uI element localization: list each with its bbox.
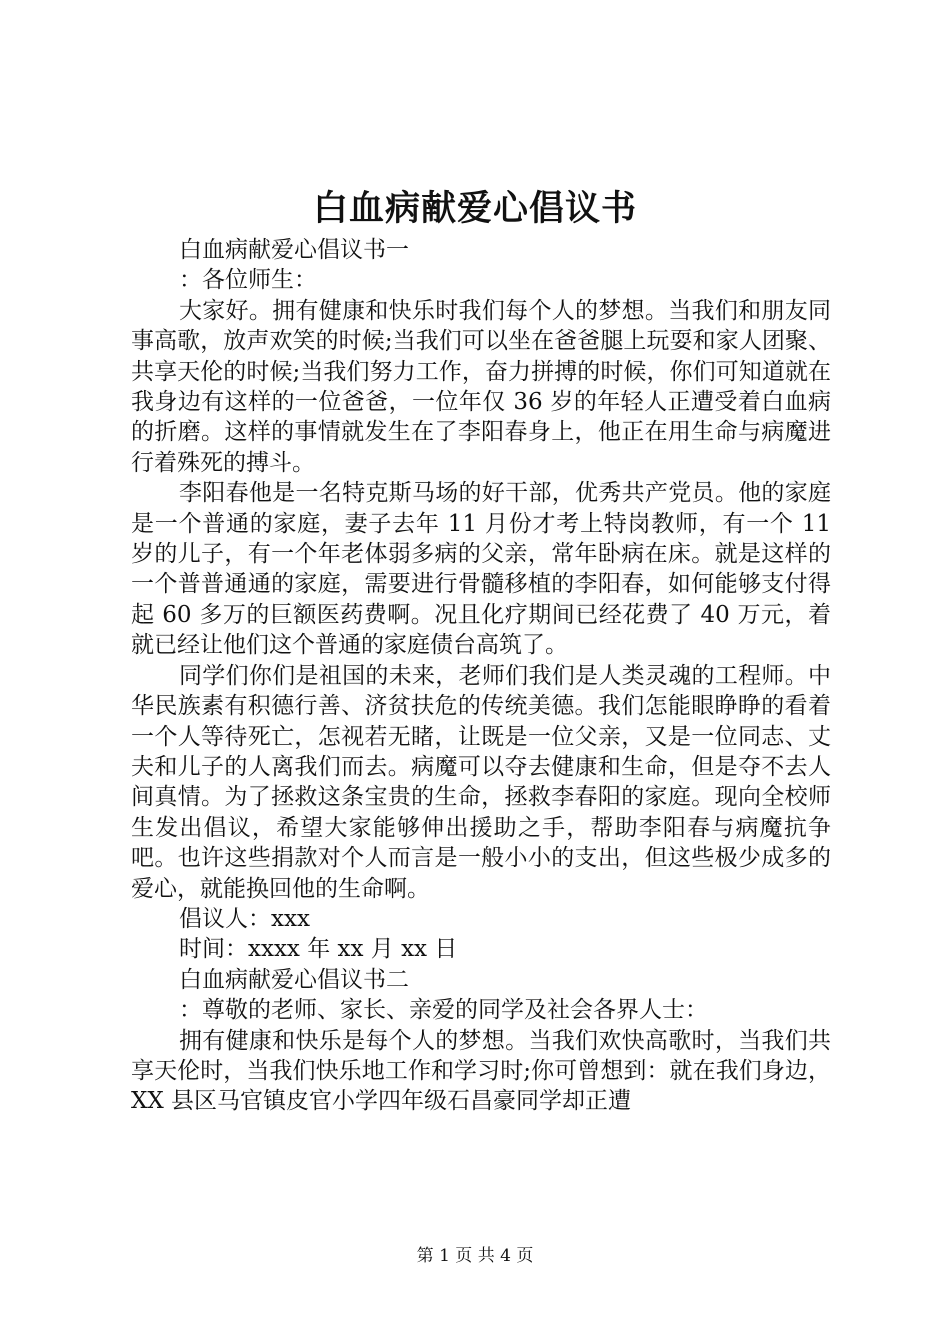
body-paragraph: 大家好。拥有健康和快乐时我们每个人的梦想。当我们和朋友同事高歌，放声欢笑的时候;当我们可以坐在爸爸腿上玩耍和家人团聚、共享天伦的时候;当我们努力工作，奋力拼搏的时候，你们可知道就在我身边有这样的一位爸爸，一位年仅 36 岁的年轻人正遭受着白血病的折磨。这样的事情就发生在了李阳春身上，他正在用生命与病魔进行着殊死的搏斗。 xyxy=(131,297,831,476)
body-paragraph: 同学们你们是祖国的未来，老师们我们是人类灵魂的工程师。中华民族素有积德行善、济贫扶危的传统美德。我们怎能眼睁睁的看着一个人等待死亡，怎视若无睹，让既是一位父亲，又是一位同志、丈夫和儿子的人离我们而去。病魔可以夺去健康和生命，但是夺不去人间真情。为了拯救这条宝贵的生命，拯救李春阳的家庭。现向全校师生发出倡议，希望大家能够伸出援助之手，帮助李阳春与病魔抗争吧。也许这些捐款对个人而言是一般小小的支出，但这些极少成多的爱心，就能换回他的生命啊。 xyxy=(131,662,831,902)
section-heading-1: 白血病献爱心倡议书一 xyxy=(179,237,409,263)
date-line: 时间：xxxx 年 xx 月 xx 日 xyxy=(179,936,458,963)
section-heading-2: 白血病献爱心倡议书二 xyxy=(179,966,409,993)
document-body xyxy=(131,235,831,1117)
document-title: 白血病献爱心倡议书 xyxy=(312,188,637,229)
salutation-2: ：尊敬的老师、家长、亲爱的同学及社会各界人士： xyxy=(179,997,708,1024)
body-paragraph: 李阳春他是一名特克斯马场的好干部，优秀共产党员。他的家庭是一个普通的家庭，妻子去年 11 月份才考上特岗教师，有一个 11 岁的儿子，有一个年老体弱多病的父亲，常年卧病在床。就是这样的一个普普通通的家庭，需要进行骨髓移植的李阳春，如何能够支付得起 60 多万的巨额医药费啊。况且化疗期间已经花费了 40 万元，着就已经让他们这个普通的家庭债台高筑了。 xyxy=(131,480,831,659)
page-number-footer: 第 1 页 共 4 页 xyxy=(416,1246,534,1266)
salutation-1: ：各位师生： xyxy=(179,267,317,294)
body-paragraph: 拥有健康和快乐是每个人的梦想。当我们欢快高歌时，当我们共享天伦时，当我们快乐地工作和学习时;你可曾想到：就在我们身边，XX 县区马官镇皮官小学四年级石昌豪同学却正遭 xyxy=(131,1027,831,1115)
initiator-line: 倡议人：xxx xyxy=(179,905,310,932)
